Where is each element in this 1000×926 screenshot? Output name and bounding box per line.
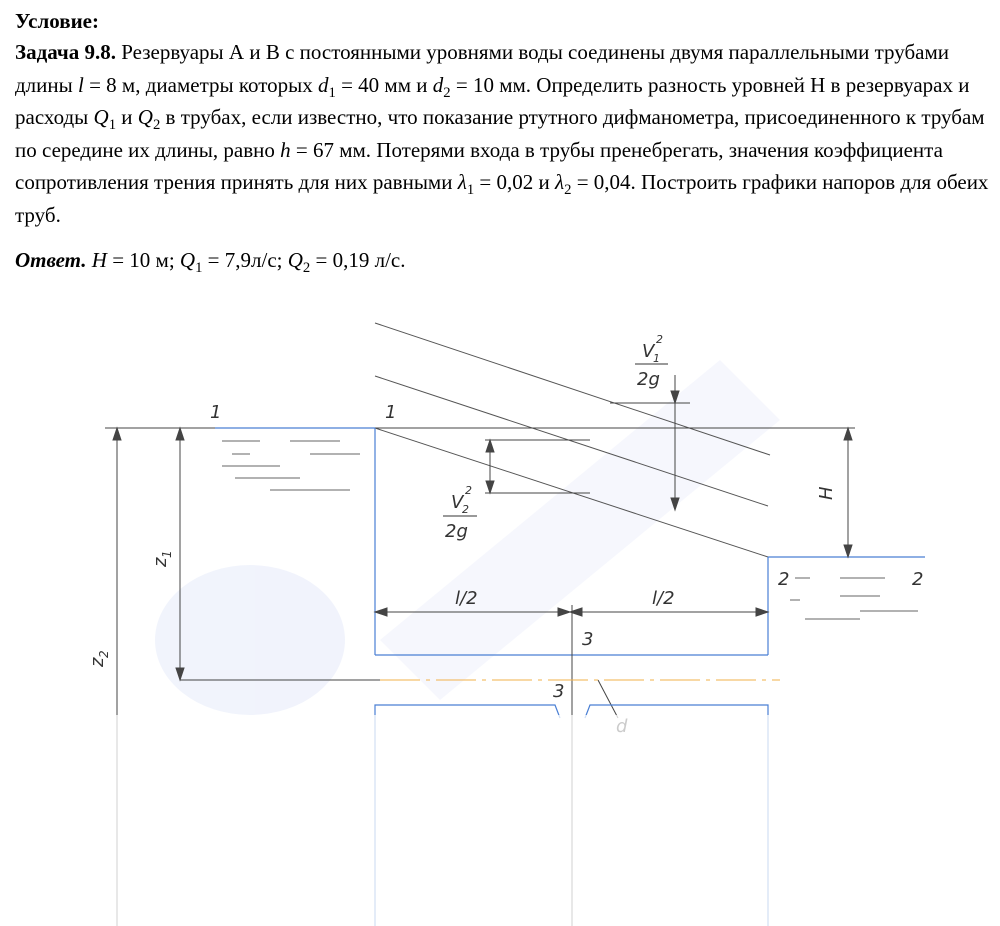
- svg-text:z: z: [87, 657, 108, 667]
- problem-text-part: в трубах, если известно, что показание ртутного дифманометра, присоединенного к трубам по середине их длины, равно: [15, 105, 985, 162]
- problem-text-part: = 0,04. Построить графики напоров для обеих труб.: [15, 170, 989, 227]
- var-q2-sub: 2: [152, 117, 161, 134]
- ans-q1: Q: [179, 248, 196, 272]
- var-h: h: [280, 137, 291, 162]
- problem-text-part: = 40 мм и: [335, 72, 433, 97]
- label-sec1-right: 1: [385, 402, 397, 423]
- svg-text:V: V: [642, 341, 655, 362]
- answer-label: Ответ.: [15, 248, 87, 272]
- svg-text:1: 1: [160, 550, 174, 558]
- var-d1-sub: 1: [328, 84, 336, 101]
- problem-text-part: и: [116, 105, 138, 129]
- var-q1-sub: 1: [108, 117, 117, 134]
- label-l-half-right: l/2: [652, 588, 675, 609]
- svg-text:V: V: [451, 492, 464, 513]
- var-d2: d: [432, 72, 444, 97]
- ans-q1-sub: 1: [195, 260, 203, 277]
- problem-text-part: Резервуары А и В с постоянными уровнями воды соединены двумя параллельными трубами длины: [15, 40, 949, 97]
- ans-q2: Q: [287, 248, 303, 272]
- problem-number: Задача 9.8.: [15, 40, 116, 64]
- label-l-half-left: l/2: [455, 588, 478, 609]
- svg-text:2: 2: [97, 650, 111, 658]
- var-d2-sub: 2: [443, 84, 451, 101]
- label-v1-squared-over-2g: [635, 333, 668, 390]
- label-z2: [87, 650, 111, 668]
- var-l: l: [78, 72, 84, 97]
- var-d1: d: [318, 72, 329, 97]
- answer-line: [15, 245, 990, 275]
- var-q2: Q: [137, 105, 153, 129]
- label-sec2-left: 2: [778, 569, 790, 590]
- ans-q2-value: = 0,19 л/с.: [310, 248, 406, 272]
- leader-d: [598, 680, 618, 718]
- problem-text-part: = 8 м, диаметры которых: [83, 72, 318, 97]
- svg-text:2: 2: [656, 333, 663, 346]
- var-lambda1-sub: 1: [466, 182, 475, 199]
- svg-text:1: 1: [653, 352, 660, 365]
- var-q1: Q: [93, 105, 109, 129]
- svg-text:2: 2: [465, 484, 472, 497]
- ans-q2-sub: 2: [302, 260, 311, 277]
- label-sec3-top: 3: [582, 629, 594, 650]
- problem-text: [15, 36, 990, 231]
- label-H: H: [816, 486, 837, 500]
- var-lambda2: λ: [555, 170, 565, 194]
- svg-text:z: z: [150, 557, 171, 567]
- ans-h-value: = 10 м;: [106, 248, 180, 272]
- svg-text:2g: 2g: [637, 369, 660, 390]
- label-v2-squared-over-2g: [443, 484, 477, 542]
- condition-heading: Условие:: [15, 9, 99, 33]
- water-ripples-b: [790, 578, 918, 619]
- water-ripples-a: [222, 441, 360, 490]
- blurred-region: [100, 715, 800, 926]
- ans-q1-value: = 7,9л/с;: [202, 248, 288, 272]
- var-lambda2-sub: 2: [564, 182, 572, 199]
- problem-text-part: = 0,02 и: [474, 170, 555, 194]
- ans-h: H: [91, 248, 107, 272]
- problem-document: [15, 6, 990, 275]
- label-z1: [150, 550, 174, 568]
- label-sec3-bottom: 3: [553, 681, 565, 702]
- label-sec2-right: 2: [912, 569, 924, 590]
- svg-text:2: 2: [462, 503, 469, 516]
- problem-text-part: = 10 мм. Определить разность уровней Н в резервуарах и расходы: [15, 72, 970, 129]
- label-sec1-left: 1: [210, 402, 222, 423]
- var-lambda1: λ: [457, 170, 467, 194]
- problem-text-part: = 67 мм. Потерями входа в трубы пренебрегать, значения коэффициента сопротивления трения принять для них равными: [15, 137, 943, 194]
- svg-text:2g: 2g: [445, 521, 468, 542]
